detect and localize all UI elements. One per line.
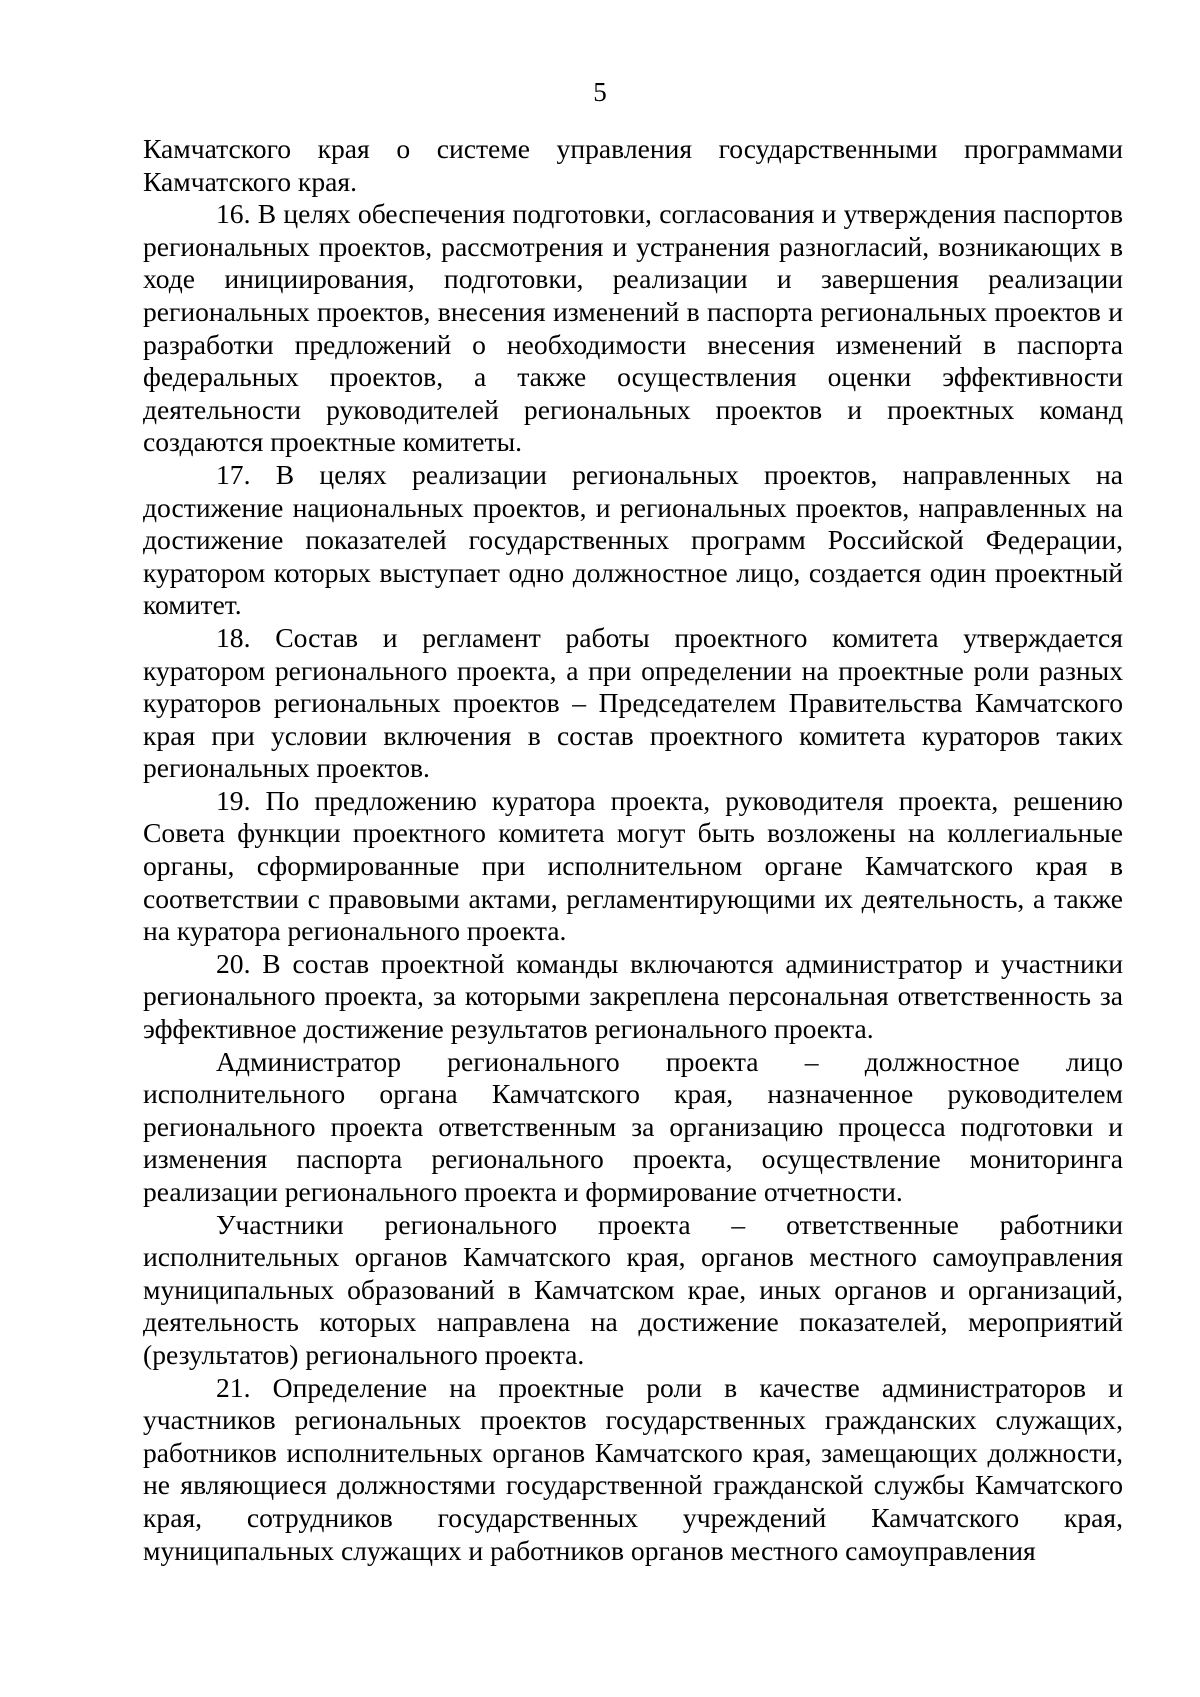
paragraph-continuation: Камчатского края о системе управления государственными программами Камчатского края. [143, 133, 1123, 197]
document-body [143, 133, 1123, 1567]
paragraph-participants-definition: Участники регионального проекта – ответственные работники исполнительных органов Камчатского края, органов местного самоуправления муниципальных образований в Камчатском крае, иных органов и организаций, деятельность которых направлена на достижение показателей, мероприятий (результатов) регионального проекта. [143, 1208, 1123, 1370]
paragraph-18: 18. Состав и регламент работы проектного комитета утверждается куратором регионального проекта, а при определении на проектные роли разных кураторов региональных проектов – Председателем Правительства Камчатского края при условии включения в состав проектного комитета кураторов таких региональных проектов. [143, 621, 1123, 784]
paragraph-21: 21. Определение на проектные роли в качестве администраторов и участников региональных проектов государственных гражданских служащих, работников исполнительных органов Камчатского края, замещающих должности, не являющиеся должностями государственной гражданской службы Камчатского края, сотрудников государственных учреждений Камчатского края, муниципальных служащих и работников органов местного самоуправления [143, 1371, 1123, 1566]
paragraph-16: 16. В целях обеспечения подготовки, согласования и утверждения паспортов региональных проектов, рассмотрения и устранения разногласий, возникающих в ходе инициирования, подготовки, реализации и завершения реализации региональных проектов, внесения изменений в паспорта региональных проектов и разработки предложений о необходимости внесения изменений в паспорта федеральных проектов, а также осуществления оценки эффективности деятельности руководителей региональных проектов и проектных команд создаются проектные комитеты. [143, 198, 1123, 458]
paragraph-17: 17. В целях реализации региональных проектов, направленных на достижение национальных проектов, и региональных проектов, направленных на достижение показателей государственных программ Российской Федерации, куратором которых выступает одно должностное лицо, создается один проектный комитет. [143, 458, 1123, 621]
paragraph-administrator-definition: Администратор регионального проекта – должностное лицо исполнительного органа Камчатского края, назначенное руководителем регионального проекта ответственным за организацию процесса подготовки и изменения паспорта регионального проекта, осуществление мониторинга реализации регионального проекта и формирование отчетности. [143, 1045, 1123, 1207]
page-number: 5 [593, 77, 607, 107]
paragraph-19: 19. По предложению куратора проекта, руководителя проекта, решению Совета функции проектного комитета могут быть возложены на коллегиальные органы, сформированные при исполнительном органе Камчатского края в соответствии с правовыми актами, регламентирующими их деятельность, а также на куратора регионального проекта. [143, 784, 1123, 947]
paragraph-20: 20. В состав проектной команды включаются администратор и участники регионального проекта, за которыми закреплена персональная ответственность за эффективное достижение результатов регионального проекта. [143, 947, 1123, 1045]
